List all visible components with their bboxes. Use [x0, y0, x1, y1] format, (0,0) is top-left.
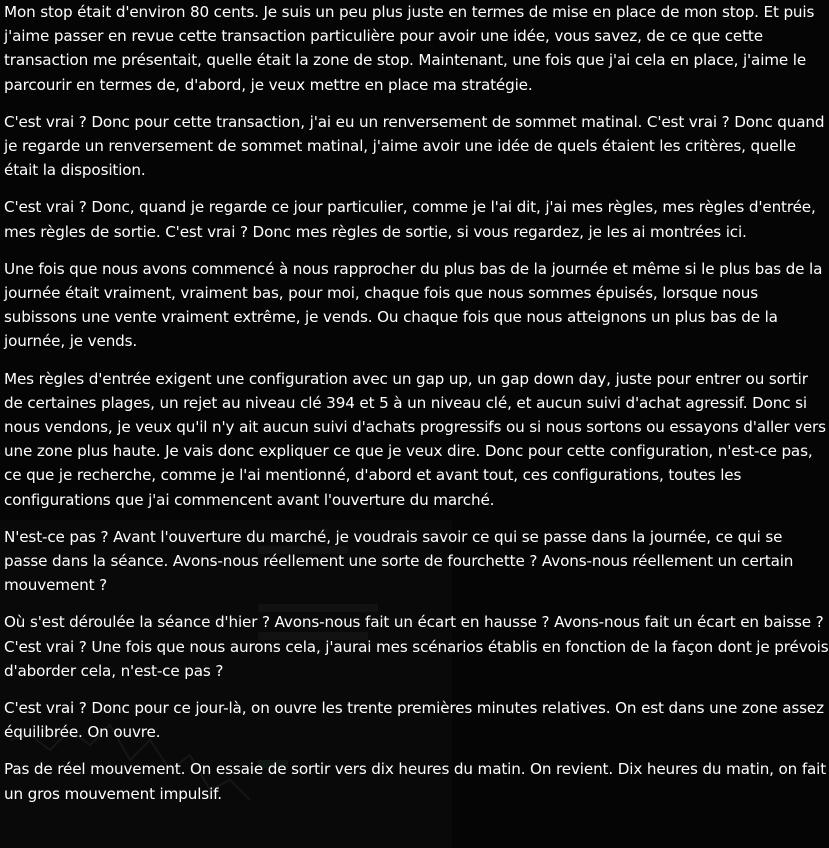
- transcript-paragraph: Pas de réel mouvement. On essaie de sortir vers dix heures du matin. On revient. Dix heures du matin, on fait un gros mouvement impulsif.: [4, 760, 827, 803]
- transcript-paragraph: Une fois que nous avons commencé à nous rapprocher du plus bas de la journée et même si le plus bas de la journée était vraiment, vraiment bas, pour moi, chaque fois que nous sommes épuisés, lorsque nous subissons une vente vraiment extrême, je vends. Ou chaque fois que nous atteignons un plus bas de la journée, je vends.: [4, 259, 823, 351]
- transcript-paragraph: Mes règles d'entrée exigent une configuration avec un gap up, un gap down day, juste pour entrer ou sortir de certaines plages, un rejet au niveau clé 394 et 5 à un niveau clé, et aucun suivi d'achat agressif. Donc si nous vendons, je veux qu'il n'y ait aucun suivi d'achats progressifs ou si nous sortons ou essayons d'aller vers une zone plus haute. Je vais donc expliquer ce que je veux dire. Donc pour cette configuration, n'est-ce pas, ce que je recherche, comme je l'ai mentionné, d'abord et avant tout, ces configurations, toutes les configurations que j'ai commencent avant l'ouverture du marché.: [4, 369, 826, 509]
- transcript-paragraph: Mon stop était d'environ 80 cents. Je suis un peu plus juste en termes de mise en place de mon stop. Et puis j'aime passer en revue cette transaction particulière pour avoir une idée, vous savez, de ce que cette transaction me présentait, quelle était la zone de stop. Maintenant, une fois que j'ai cela en place, j'aime le parcourir en termes de, d'abord, je veux mettre en place ma stratégie.: [4, 3, 815, 94]
- transcript-paragraph: C'est vrai ? Donc pour cette transaction, j'ai eu un renversement de sommet matinal. C'est vrai ? Donc quand je regarde un renversement de sommet matinal, j'aime avoir une idée de quels étaient les critères, quelle était la disposition.: [4, 112, 825, 180]
- transcript-paragraph: C'est vrai ? Donc, quand je regarde ce jour particulier, comme je l'ai dit, j'ai mes règles, mes règles d'entrée, mes règles de sortie. C'est vrai ? Donc mes règles de sortie, si vous regardez, je les ai montrées ici.: [4, 198, 816, 241]
- transcript-paragraph: N'est-ce pas ? Avant l'ouverture du marché, je voudrais savoir ce qui se passe dans la journée, ce qui se passe dans la séance. Avons-nous réellement une sorte de fourchette ? Avons-nous réellement un certain mouvement ?: [4, 527, 794, 595]
- transcript-paragraph: Où s'est déroulée la séance d'hier ? Avons-nous fait un écart en hausse ? Avons-nous fait un écart en baisse ? C'est vrai ? Une fois que nous aurons cela, j'aurai mes scénarios établis en fonction de la façon dont je prévois d'aborder cela, n'est-ce pas ?: [4, 613, 829, 680]
- transcript-paragraph: C'est vrai ? Donc pour ce jour-là, on ouvre les trente premières minutes relatives. On est dans une zone assez équilibrée. On ouvre.: [4, 699, 824, 742]
